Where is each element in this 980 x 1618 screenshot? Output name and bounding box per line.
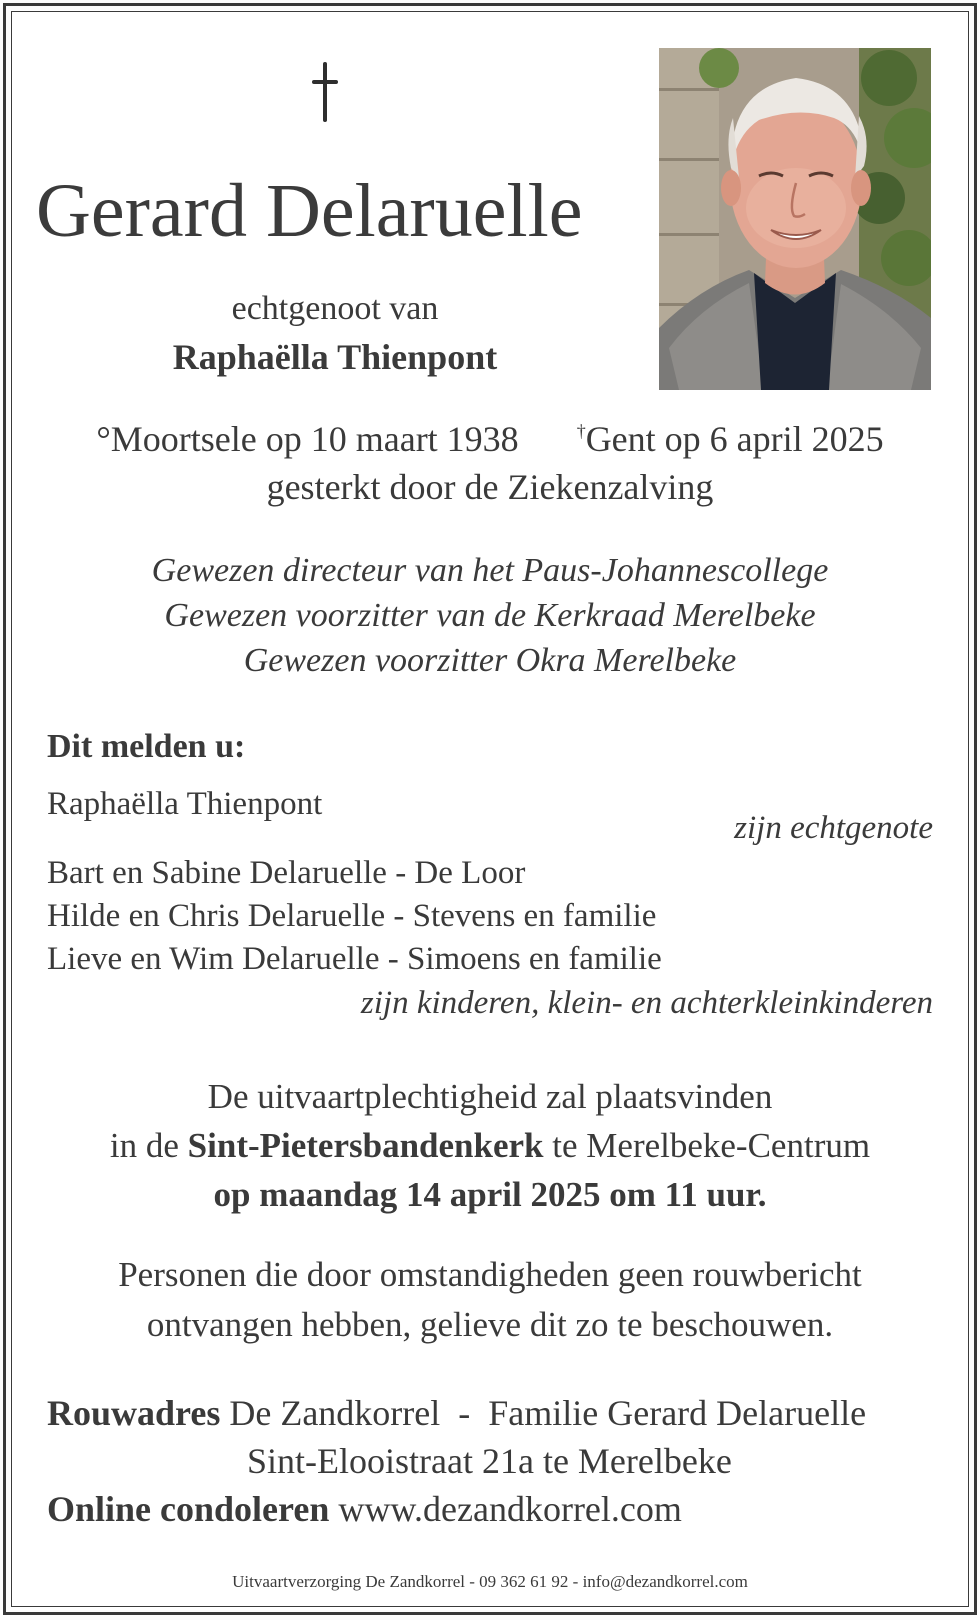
ceremony-line-2 [30, 1121, 950, 1170]
role-line: Gewezen voorzitter van de Kerkraad Merelbeke [164, 597, 816, 634]
life-dates [30, 418, 950, 460]
ceremony-date: op maandag 14 april 2025 om 11 uur. [213, 1175, 767, 1214]
family-children-role: zijn kinderen, klein- en achterkleinkinderen [360, 985, 933, 1021]
birth-text: Moortsele op 10 maart 1938 [110, 419, 519, 459]
spouse-name: Raphaëlla Thienpont [172, 337, 498, 377]
family-spouse: Raphaëlla Thienpont [47, 786, 323, 822]
family-child: Bart en Sabine Delaruelle - De Loor [47, 855, 526, 891]
notice-text [30, 1250, 950, 1350]
deceased-name: Gerard Delaruelle [36, 169, 583, 253]
address-line-2: Sint-Elooistraat 21a te Merelbeke [247, 1441, 732, 1481]
mourning-address [47, 1392, 866, 1434]
birth-symbol: ° [96, 419, 111, 459]
notice-line: ontvangen hebben, gelieve dit zo te beschouwen. [146, 1305, 834, 1344]
online-condolence [47, 1488, 682, 1530]
death-symbol: † [576, 421, 586, 441]
role-line: Gewezen directeur van het Paus-Johannescollege [151, 552, 829, 589]
ceremony-info [30, 1072, 950, 1219]
announce-heading: Dit melden u: [47, 728, 246, 765]
ceremony-church: Sint-Pietersbandenkerk [187, 1126, 544, 1165]
address-line-1: De Zandkorrel - Familie Gerard Delaruelle [229, 1393, 867, 1433]
ceremony-prefix: in de [109, 1126, 179, 1165]
ceremony-line-1: De uitvaartplechtigheid zal plaatsvinden [207, 1077, 773, 1116]
roles-list [30, 548, 950, 683]
sacrament-line: gesterkt door de Ziekenzalving [266, 467, 714, 507]
footer-contact: Uitvaartverzorging De Zandkorrel - 09 362 61 92 - info@dezandkorrel.com [232, 1572, 748, 1591]
address-label: Rouwadres [47, 1393, 221, 1433]
cross-icon [312, 62, 338, 122]
family-child: Hilde en Chris Delaruelle - Stevens en familie [47, 898, 657, 934]
notice-line: Personen die door omstandigheden geen rouwbericht [118, 1255, 862, 1294]
ceremony-suffix: te Merelbeke-Centrum [552, 1126, 871, 1165]
online-label: Online condoleren [47, 1489, 330, 1529]
death-text: Gent op 6 april 2025 [585, 419, 884, 459]
spouse-intro: echtgenoot van [231, 290, 439, 327]
family-spouse-role: zijn echtgenote [734, 810, 933, 846]
family-child: Lieve en Wim Delaruelle - Simoens en familie [47, 941, 662, 977]
portrait-photo [659, 48, 931, 390]
role-line: Gewezen voorzitter Okra Merelbeke [243, 642, 737, 679]
online-url-link[interactable]: www.dezandkorrel.com [338, 1489, 682, 1529]
